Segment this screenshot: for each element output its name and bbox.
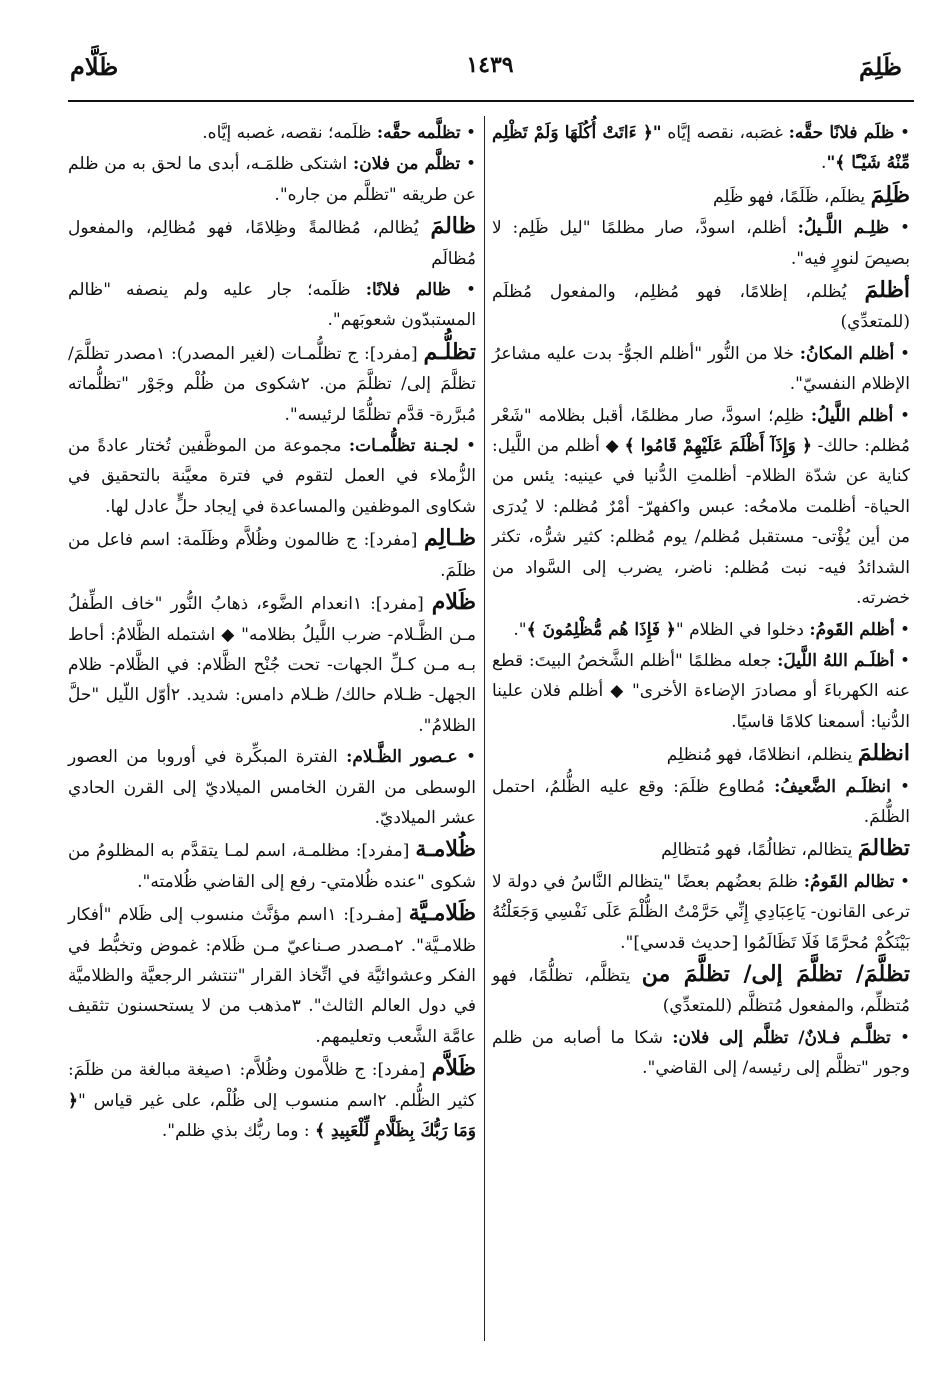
sense-entry: [492, 213, 910, 274]
sense-entry: [68, 275, 476, 336]
definition-text: [مفـرد]: ١اسم مؤنَّث منسوب إلى ظَلام "أفكار ظلامـيَّة". ٢مـصدر صـناعيّ مـن ظَلام: غموض وتخبُّط في الفكر وعشوائيَّة في اتِّخاذ القرار "تنتشر الرجعيَّة والظلاميَّة في دول العالم الثالث". ٣مذهب من لا يستحسنون تثقيف عامَّة الشَّعب وتعليمهم.: [68, 905, 476, 1047]
bullet-mark: •: [458, 436, 477, 457]
bullet-mark: •: [894, 619, 910, 640]
definition-text: ظلِم؛ اسودَّ، صار مظلمًا، أقبل بظلامه "شَعْر مُظلم: حالك-: [492, 405, 911, 457]
definition-text: مجموعة من الموظَّفين تُختار عادةً من الزُّملاء في العمل لتقوم في فترة معيَّنة بالتحقيق في شكاوى الموظفين والمساعدة في إيجاد حلٍّ عادل لها.: [68, 436, 476, 517]
headword-entry: [68, 211, 476, 274]
sense-entry: [492, 401, 910, 614]
sense-phrase: انظلَـم الضَّعيفُ:: [774, 776, 891, 797]
sense-entry: [492, 615, 910, 645]
sense-phrase: أظلم القَومُ:: [809, 619, 895, 640]
sense-phrase: أظلَـم اللهُ اللَّيلَ:: [777, 650, 895, 671]
definition-text: غصَبه، نقصه إيَّاه: [661, 123, 789, 143]
definition-text: يظلَم، ظَلَمًا، فهو ظَلِم: [712, 186, 871, 207]
definition-text: شكا ما أصابه من ظلم وجور "تظلَّم إلى رئيسه/ إلى القاضي".: [492, 1027, 910, 1079]
sense-phrase: ظلِـم اللَّـيلُ:: [797, 218, 890, 239]
sense-entry: [492, 1023, 910, 1084]
quotation: ﴿ فَإِذَا هُم مُّظْلِمُونَ ﴾: [526, 619, 676, 640]
sense-entry: [68, 742, 476, 833]
definition-text: أظلم، اسودَّ، صار مظلمًا "ليل ظَلِم: لا بصيصَ لنورٍ فيه".: [492, 218, 910, 269]
headword: ظَلاَّم: [431, 1055, 477, 1082]
headword: ظَلامـيَّة: [408, 900, 477, 927]
bullet-mark: •: [460, 154, 476, 175]
headword-entry: [492, 738, 910, 770]
page-number: ١٤٣٩: [466, 52, 514, 78]
quotation: ﴿ وَمَا رَبُّكَ بِظَلَّامٍ لِّلْعَبِيدِ ﴾: [68, 1090, 476, 1141]
headword-entry: [68, 1053, 476, 1146]
definition-tail: .: [821, 153, 827, 174]
definition-text: دخلوا في الظلام ": [675, 619, 810, 640]
definition-tail: : وما ربُّك بذي ظلم".: [161, 1121, 316, 1141]
headword: أظلمَ: [864, 277, 910, 304]
sense-phrase: لجـنة تظلُّمـات:: [348, 436, 459, 457]
headword-entry: [68, 523, 476, 586]
bullet-mark: •: [457, 747, 476, 768]
bullet-mark: •: [894, 650, 910, 671]
bullet-mark: •: [894, 343, 910, 364]
headword-entry: [492, 959, 910, 1022]
definition-text: يُظالم، مُظالمةً وظِلامًا، فهو مُظالِم، والمفعول مُظالَم: [68, 218, 476, 269]
column-divider: [484, 116, 485, 1341]
sense-phrase: ظالم فلانًا:: [365, 280, 451, 301]
bullet-mark: •: [890, 776, 910, 797]
header-rule: [68, 100, 914, 102]
headword: ظالمَ: [430, 213, 476, 240]
definition-text: ظلَمه؛ جار عليه ولم ينصفه "ظالم المستبدّون شعوبَهم".: [68, 280, 476, 331]
headword-entry: [68, 337, 476, 430]
sense-entry: [68, 149, 476, 210]
page-header: [70, 52, 910, 92]
headword-entry: [492, 275, 910, 338]
definition-text: [مفرد]: ج ظلاَّمون وظُلاَّم: ١صيغة مبالغة من ظلَمَ: كثير الظُّلم. ٢اسم منسوب إلى ظُلْم، على غير قياس ": [68, 1060, 476, 1111]
bullet-mark: •: [460, 123, 476, 143]
header-guide-word-left: ظَلَّام: [70, 52, 119, 81]
bullet-mark: •: [894, 123, 910, 143]
sense-entry: [68, 118, 476, 148]
right-column: [492, 118, 910, 1085]
sense-phrase: تظلَّم من فلان:: [352, 154, 461, 175]
definition-text: يتظلَّم، تظلُّمًا، فهو مُتظلِّم، والمفعول مُتظلَّم (للمتعدِّي): [492, 965, 910, 1017]
sense-phrase: أظلم المكانُ:: [799, 343, 895, 364]
definition-text: [مفرد]: مظلمـة، اسم لمـا يتقدَّم به المظلومُ من شكوى "عنده ظُلامتي- رفع إلى القاضي ظُلامته".: [68, 841, 476, 892]
headword-entry: [492, 180, 910, 212]
sense-entry: [492, 867, 910, 958]
definition-text: ظلَمه؛ نقصه، غصبه إيَّاه.: [202, 123, 377, 143]
sense-entry: [492, 646, 910, 737]
sense-entry: [68, 431, 476, 522]
definition-text: الفترة المبكِّرة في أوروبا من العصور الوسطى من القرن الخامس الميلاديّ إلى القرن الحادي عشر الميلاديّ.: [68, 747, 476, 828]
headword: ظـالِم: [423, 525, 476, 552]
headword: ظَلام: [431, 589, 476, 616]
headword-entry: [68, 587, 476, 741]
bullet-mark: •: [450, 280, 476, 301]
definition-text: يتظالم، تظالُمًا، فهو مُتظالِم: [661, 840, 858, 861]
headword: انظلمَ: [857, 740, 910, 767]
definition-text: ظلمَ بعضُهم بعضًا "يتظالم النَّاسُ في دولة لا ترعى القانون- يَاعِبَادِي إِنِّي حَرَّمْتُ الظُّلْمَ عَلَى نَفْسِي وَجَعَلْتُهُ بَيْنَكُمْ مُحرَّمًا فَلَا تَظَالَمُوا [حديث قدسي]".: [492, 871, 910, 953]
headword: ظُلامـة: [415, 836, 476, 863]
definition-text: خلا من النُّور "أظلم الجوُّ- بدت عليه مشاعرُ الإظلام النفسيّ".: [492, 343, 910, 395]
sense-entry: [492, 772, 910, 833]
definition-tail: ".: [513, 619, 527, 640]
headword: تظالمَ: [857, 835, 910, 862]
quotation: "﴿ ءَاتَتْ أُكُلَهَا وَلَمْ تَظْلِم مِّنْهُ شَيْـًٔا ﴾": [492, 123, 910, 174]
definition-text: مُطاوع ظلَمَ: وقع عليه الظُّلمُ، احتمل الظُّلمَ.: [492, 776, 910, 827]
headword: ظَلِمَ: [870, 181, 910, 208]
bullet-mark: •: [889, 218, 910, 239]
headword-entry: [68, 898, 476, 1052]
definition-text: جعله مظلمًا "أظلم الشَّخصُ البيتَ: قطع عنه الكهرباءَ أو مصادرَ الإضاءة الأخرى" ◆ أظلم فلان علينا الدُّنيا: أسمعنا كلامًا قاسيًا.: [492, 650, 910, 732]
sense-entry: [492, 339, 910, 400]
headword-entry: [68, 834, 476, 897]
sense-phrase: أظلم اللَّيلُ:: [810, 405, 894, 426]
sense-phrase: تظلَّـم فـلانٌ/ تظلَّم إلى فلان:: [672, 1027, 891, 1048]
definition-text: [مفرد]: ج ظالمون وظُلاَّم وظَلَمة: اسم فاعل من ظلَمَ.: [68, 530, 476, 581]
definition-text: اشتكى ظلمَـه، أبدى ما لحق به من ظلم عن طريقه "تظلَّم من جاره".: [68, 154, 476, 205]
definition-text: [مفرد]: ١انعدام الضَّوء، ذهابُ النُّور "خاف الطِّفلُ مـن الظَّـلام- ضرب اللَّيلُ بظلامه" ◆ اشتمله الظَّلامُ: أحاط بـه مـن كـلِّ الجهات- تحت جُنْح الظَّلام: في الظَّلام- ظلام الجهل- ظـلام حالك/ ظـلام دامس: شديد. ٢أوّل اللّيل "حلَّ الظلامُ".: [68, 594, 476, 736]
sense-phrase: ظلَم فلانًا حقَّه:: [788, 123, 895, 143]
quotation: ﴿ وَإِذَآ أَظْلَمَ عَلَيْهِمْ قَامُوا ﴾: [624, 436, 812, 457]
headword: تظلُّـم: [423, 338, 476, 365]
sense-entry: [492, 118, 910, 179]
headword: تظلَّمَ/ تظلَّمَ إلى/ تظلَّمَ من: [641, 960, 910, 987]
bullet-mark: •: [893, 405, 911, 426]
definition-text: [مفرد]: ج تظلُّمـات (لغير المصدر): ١مصدر تظلَّمَ/ تظلَّمَ إلى/ تظلَّمَ من. ٢شكوى من ظُلْم وجَوْر "تظلُّماته مُبرَّرة- قدَّم تظلُّمًا لرئيسه".: [68, 343, 477, 425]
bullet-mark: •: [894, 871, 910, 892]
sense-phrase: تظالم القَومُ:: [803, 871, 895, 892]
sense-phrase: عـصور الظَّـلام:: [346, 747, 458, 768]
headword-entry: [492, 833, 910, 865]
definition-tail: ◆ أظلم من اللَّيل: كناية عن شدّة الظلام- أظلمتِ الدُّنيا في عينيه: يئس من الحياة- أظلمت ملامحُه: عبس واكفهرّ- أمْرٌ مُظلم: لا يُدرَى من أين يُؤْتى- مستقبل مُظلم/ يوم مُظلم: كثير شرُّه، تكثر الشدائدُ فيه- نبت مُظلم: ناضر، يضرب إلى السَّواد من خضرته.: [492, 436, 910, 609]
sense-phrase: تظلَّمه حقَّه:: [376, 123, 461, 143]
bullet-mark: •: [890, 1027, 910, 1048]
definition-text: يُظلم، إظلامًا، فهو مُظلِم، والمفعول مُظلَم (للمتعدِّي): [492, 282, 910, 333]
left-column: [68, 118, 476, 1147]
header-guide-word-right: ظَلِمَ: [858, 52, 902, 81]
definition-text: ينظلم، انظلامًا، فهو مُنظلِم: [666, 745, 858, 766]
